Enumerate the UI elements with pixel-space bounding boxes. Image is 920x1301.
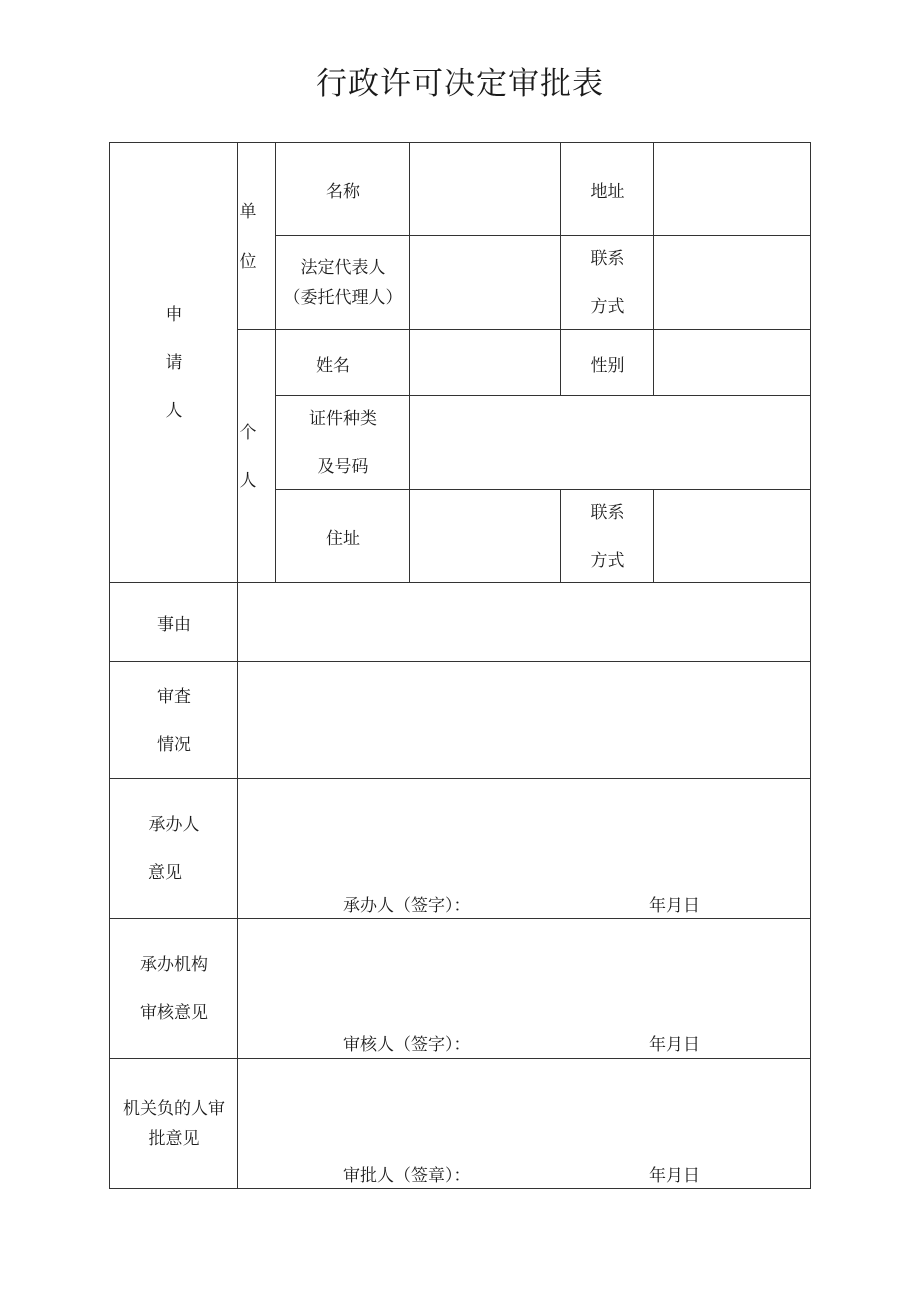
unit-name-label-text: 名称 xyxy=(326,182,360,202)
agency-sign-label: 审核人（签字）： xyxy=(343,1035,471,1055)
unit-contact-label xyxy=(560,235,655,331)
applicant-char-2: 请 xyxy=(165,353,183,373)
leader-sign-label: 审批人（签章）： xyxy=(343,1166,471,1186)
matter-label-text: 事由 xyxy=(157,615,191,635)
individual-name-label-text: 姓名 xyxy=(316,355,350,376)
unit-address-label-text: 地址 xyxy=(590,182,625,202)
matter-label xyxy=(109,582,239,663)
legal-rep-label xyxy=(275,235,411,331)
review-line-2: 情况 xyxy=(157,734,191,755)
leader-line-1: 机关负的人审 xyxy=(123,1098,225,1119)
residence-label xyxy=(275,489,411,584)
individual-contact-field[interactable] xyxy=(653,489,811,584)
unit-contact-line-2: 方式 xyxy=(590,297,625,317)
gender-label-text: 性别 xyxy=(590,355,625,376)
individual-name-field[interactable] xyxy=(409,329,562,397)
id-number-field[interactable] xyxy=(409,395,811,491)
gender-label xyxy=(560,329,655,397)
legal-rep-field[interactable] xyxy=(409,235,562,331)
page-title: 行政许可决定审批表 xyxy=(316,66,604,102)
unit-name-label xyxy=(275,142,411,237)
leader-line-2: 批意见 xyxy=(148,1128,200,1149)
handler-opinion-field[interactable] xyxy=(237,778,811,920)
unit-address-field[interactable] xyxy=(653,142,811,237)
gender-field[interactable] xyxy=(653,329,811,397)
leader-date-label: 年月日 xyxy=(649,1166,700,1186)
unit-contact-line-1: 联系 xyxy=(590,249,625,269)
review-label xyxy=(109,661,239,780)
individual-contact-label xyxy=(560,489,655,584)
agency-date-label: 年月日 xyxy=(649,1035,700,1055)
residence-field[interactable] xyxy=(409,489,562,584)
handler-opinion-label xyxy=(109,778,239,920)
id-type-line-2: 及号码 xyxy=(317,457,369,477)
review-line-1: 审査 xyxy=(157,686,191,707)
handler-date-label: 年月日 xyxy=(649,896,700,916)
individual-label xyxy=(237,329,277,584)
review-field[interactable] xyxy=(237,661,811,780)
leader-opinion-label xyxy=(109,1058,239,1189)
id-type-line-1: 证件种类 xyxy=(309,409,377,429)
legal-rep-line-1: 法定代表人 xyxy=(300,258,386,278)
agency-opinion-field[interactable] xyxy=(237,918,811,1060)
applicant-label xyxy=(109,142,239,584)
applicant-char-1: 申 xyxy=(165,305,183,325)
individual-contact-line-2: 方式 xyxy=(590,550,625,571)
unit-address-label xyxy=(560,142,655,237)
unit-contact-field[interactable] xyxy=(653,235,811,331)
individual-name-label xyxy=(275,329,411,397)
agency-line-2: 审核意见 xyxy=(140,1003,208,1023)
handler-sign-label: 承办人（签字）： xyxy=(343,896,471,916)
agency-line-1: 承办机构 xyxy=(140,955,208,975)
individual-contact-line-1: 联系 xyxy=(590,502,625,523)
individual-char-2: 人 xyxy=(239,470,257,491)
residence-label-text: 住址 xyxy=(326,529,360,549)
unit-char-2: 位 xyxy=(239,251,257,272)
handler-line-1: 承办人 xyxy=(148,815,200,835)
leader-opinion-field[interactable] xyxy=(237,1058,811,1189)
id-type-label xyxy=(275,395,411,491)
unit-name-field[interactable] xyxy=(409,142,562,237)
individual-char-1: 个 xyxy=(239,422,257,443)
applicant-char-3: 人 xyxy=(165,401,183,421)
agency-opinion-label xyxy=(109,918,239,1060)
legal-rep-line-2: （委托代理人） xyxy=(283,288,403,308)
handler-line-2: 意见 xyxy=(148,863,182,883)
unit-label xyxy=(237,142,277,331)
matter-field[interactable] xyxy=(237,582,811,663)
unit-char-1: 单 xyxy=(239,201,257,222)
